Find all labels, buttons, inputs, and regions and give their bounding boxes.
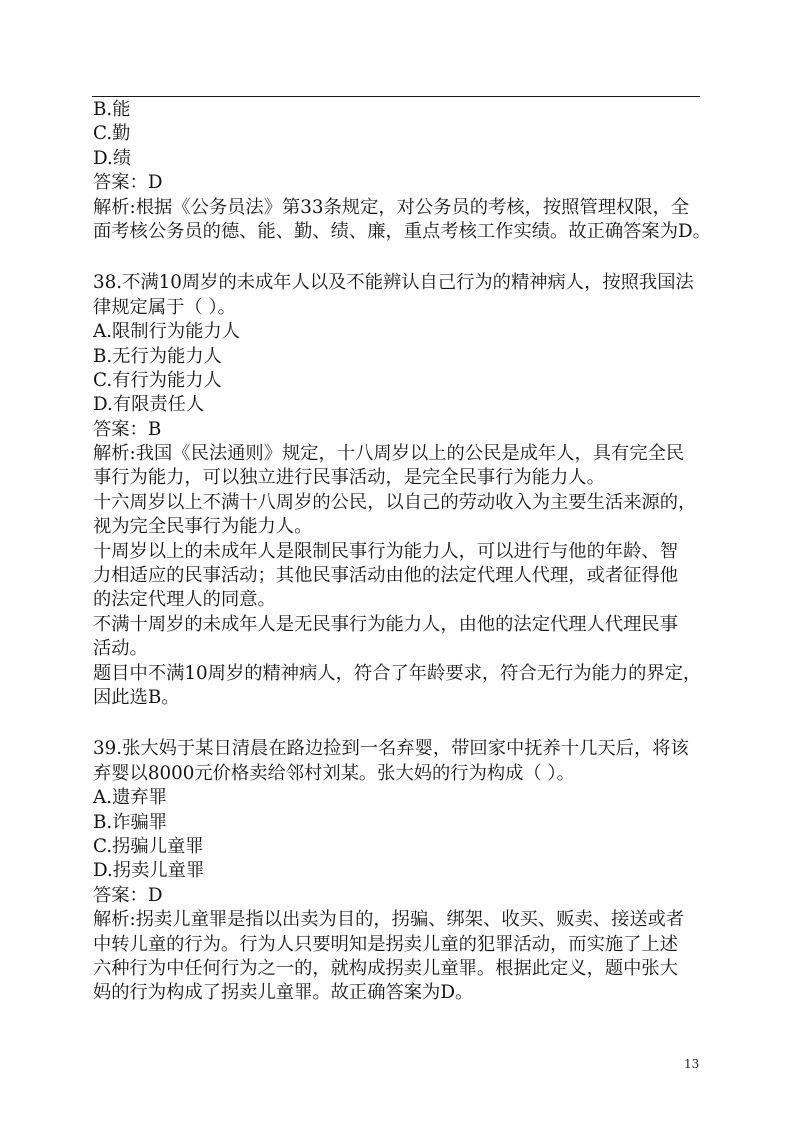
analysis-line: 解析:根据《公务员法》第33条规定，对公务员的考核，按照管理权限，全	[93, 196, 690, 218]
page-content	[93, 98, 733, 1006]
analysis-line: 活动。	[93, 638, 148, 660]
analysis-line: 六种行为中任何行为之一的，就构成拐卖儿童罪。根据此定义，题中张大	[93, 957, 678, 979]
question-stem: 弃婴以8000元价格卖给邻村刘某。张大妈的行为构成（ ）。	[93, 762, 575, 784]
page-number: 13	[684, 1057, 700, 1071]
option-a: A.遗弃罪	[93, 787, 167, 809]
option-b: B.能	[93, 99, 131, 120]
question-37-tail	[93, 98, 733, 244]
question-stem: 律规定属于（ ）。	[93, 296, 236, 318]
analysis-line: 不满十周岁的未成年人是无民事行为能力人，由他的法定代理人代理民事	[93, 613, 678, 635]
question-38	[93, 271, 733, 710]
analysis-line: 十六周岁以上不满十八周岁的公民，以自己的劳动收入为主要生活来源的，	[93, 491, 697, 513]
analysis-line: 中转儿童的行为。行为人只要明知是拐卖儿童的犯罪活动，而实施了上述	[93, 933, 678, 955]
option-d: D.拐卖儿童罪	[93, 860, 205, 882]
analysis-line: 题目中不满10周岁的精神病人，符合了年龄要求，符合无行为能力的界定，	[93, 662, 702, 684]
option-a: A.限制行为能力人	[93, 321, 240, 343]
analysis-line: 面考核公务员的德、能、勤、绩、廉，重点考核工作实绩。故正确答案为D。	[93, 220, 711, 242]
option-d: D.绩	[93, 147, 132, 169]
question-stem: 38.不满10周岁的未成年人以及不能辨认自己行为的精神病人，按照我国法	[93, 272, 694, 294]
analysis-line: 解析:拐卖儿童罪是指以出卖为目的，拐骗、绑架、收买、贩卖、接送或者	[93, 909, 685, 931]
analysis-line: 因此选B。	[93, 686, 180, 708]
question-39	[93, 737, 733, 1005]
analysis-line: 视为完全民事行为能力人。	[93, 516, 313, 538]
option-b: B.无行为能力人	[93, 345, 222, 367]
analysis-line: 力相适应的民事活动；其他民事活动由他的法定代理人代理，或者征得他	[93, 565, 678, 587]
option-c: C.有行为能力人	[93, 369, 222, 391]
analysis-line: 事行为能力，可以独立进行民事活动，是完全民事行为能力人。	[93, 467, 605, 489]
answer: 答案：B	[93, 418, 162, 440]
option-c: C.勤	[93, 123, 131, 145]
question-stem: 39.张大妈于某日清晨在路边捡到一名弃婴，带回家中抚养十几天后，将该	[93, 738, 689, 760]
analysis-line: 解析:我国《民法通则》规定，十八周岁以上的公民是成年人，具有完全民	[93, 443, 685, 465]
option-b: B.诈骗罪	[93, 811, 168, 833]
header-rule	[92, 96, 700, 97]
analysis-line: 的法定代理人的同意。	[93, 589, 276, 611]
analysis-line: 妈的行为构成了拐卖儿童罪。故正确答案为D。	[93, 982, 474, 1004]
answer: 答案：D	[93, 172, 163, 194]
option-c: C.拐骗儿童罪	[93, 835, 204, 857]
answer: 答案：D	[93, 884, 163, 906]
analysis-line: 十周岁以上的未成年人是限制民事行为能力人，可以进行与他的年龄、智	[93, 540, 678, 562]
option-d: D.有限责任人	[93, 394, 205, 416]
